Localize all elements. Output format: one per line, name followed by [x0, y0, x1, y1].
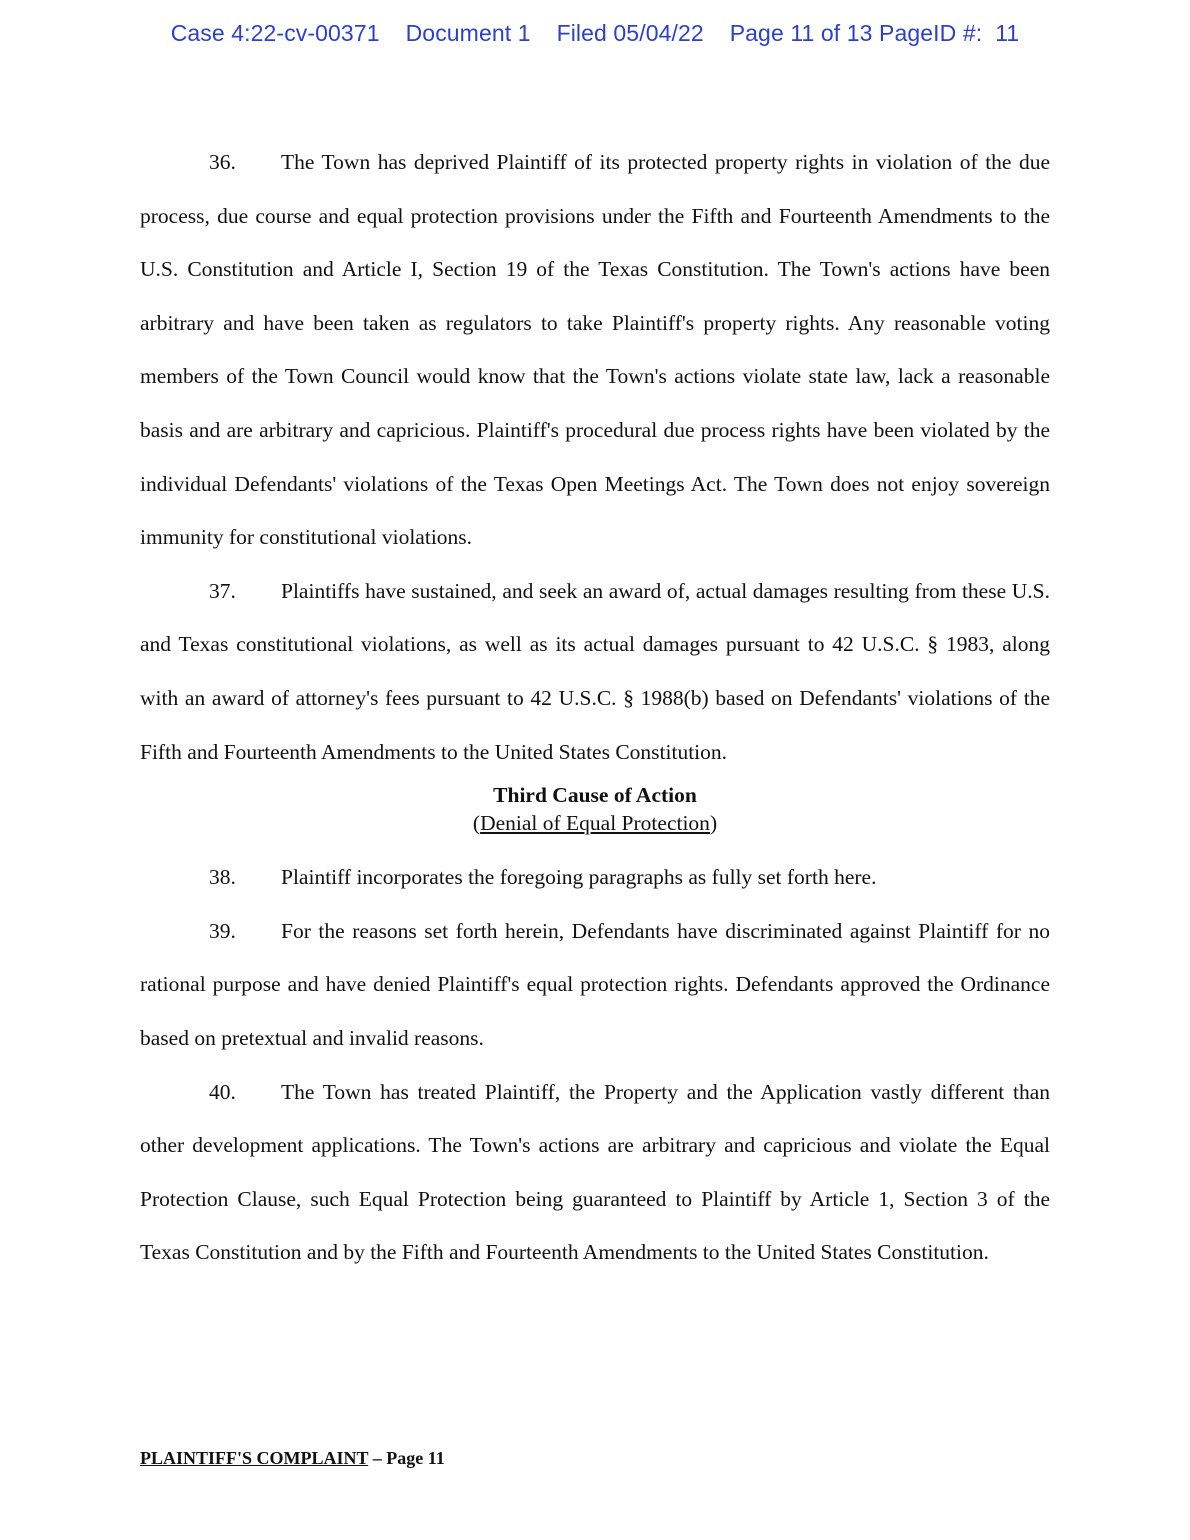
case-header	[0, 20, 1190, 47]
footer-page-label: – Page 11	[368, 1448, 445, 1468]
case-number: Case 4:22-cv-00371	[170, 20, 380, 46]
footer-title: PLAINTIFF'S COMPLAINT	[140, 1448, 369, 1468]
paragraph-number: 40.	[209, 1079, 236, 1104]
paragraph-number: 37.	[209, 578, 236, 603]
page-id: PageID #: 11	[879, 20, 1020, 46]
paragraph-text: The Town has deprived Plaintiff of its protected property rights in violation of the due process, due course and equal protection provisions under the Fifth and Fourteenth Amendments to the U.S. Constitution and Article I, Section 19 of the Texas Constitution. The Town's actions have been arbitrary and have been taken as regulators to take Plaintiff's property rights. Any reasonable voting members of the Town Council would know that the Town's actions violate state law, lack a reasonable basis and are arbitrary and capricious. Plaintiff's procedural due process rights have been violated by the individual Defendants' violations of the Texas Open Meetings Act. The Town does not enjoy sovereign immunity for constitutional violations.	[140, 150, 1050, 550]
page-count: Page 11 of 13	[729, 20, 873, 46]
paragraph-37	[140, 565, 1050, 779]
section-title: Third Cause of Action	[493, 783, 697, 808]
paragraph-number: 39.	[209, 918, 236, 943]
document-body	[140, 136, 1050, 1280]
paragraph-number: 38.	[209, 865, 236, 890]
paragraph-40	[140, 1066, 1050, 1280]
paragraph-text: The Town has treated Plaintiff, the Property and the Application vastly different than other development applications. The Town's actions are arbitrary and capricious and violate the Equal Protection Clause, such Equal Protection being guaranteed to Plaintiff by Article 1, Section 3 of the Texas Constitution and by the Fifth and Fourteenth Amendments to the United States Constitution.	[140, 1079, 1050, 1265]
paragraph-text: Plaintiff incorporates the foregoing paragraphs as fully set forth here.	[281, 865, 877, 890]
page-footer	[140, 1448, 445, 1469]
paragraph-text: For the reasons set forth herein, Defendants have discriminated against Plaintiff for no rational purpose and have denied Plaintiff's equal protection rights. Defendants approved the Ordinance based on pretextual and invalid reasons.	[140, 918, 1050, 1050]
paragraph-38	[140, 851, 1050, 905]
paragraph-text: Plaintiffs have sustained, and seek an award of, actual damages resulting from these U.S. and Texas constitutional violations, as well as its actual damages pursuant to 42 U.S.C. § 1983, along with an award of attorney's fees pursuant to 42 U.S.C. § 1988(b) based on Defendants' violations of the Fifth and Fourteenth Amendments to the United States Constitution.	[140, 578, 1050, 764]
document-number: Document 1	[405, 20, 531, 46]
section-heading	[140, 779, 1050, 851]
paragraph-36	[140, 136, 1050, 565]
paragraph-39	[140, 905, 1050, 1066]
section-subtitle: (Denial of Equal Protection)	[472, 811, 718, 836]
paragraph-number: 36.	[209, 150, 236, 174]
filed-date: Filed 05/04/22	[556, 20, 704, 46]
